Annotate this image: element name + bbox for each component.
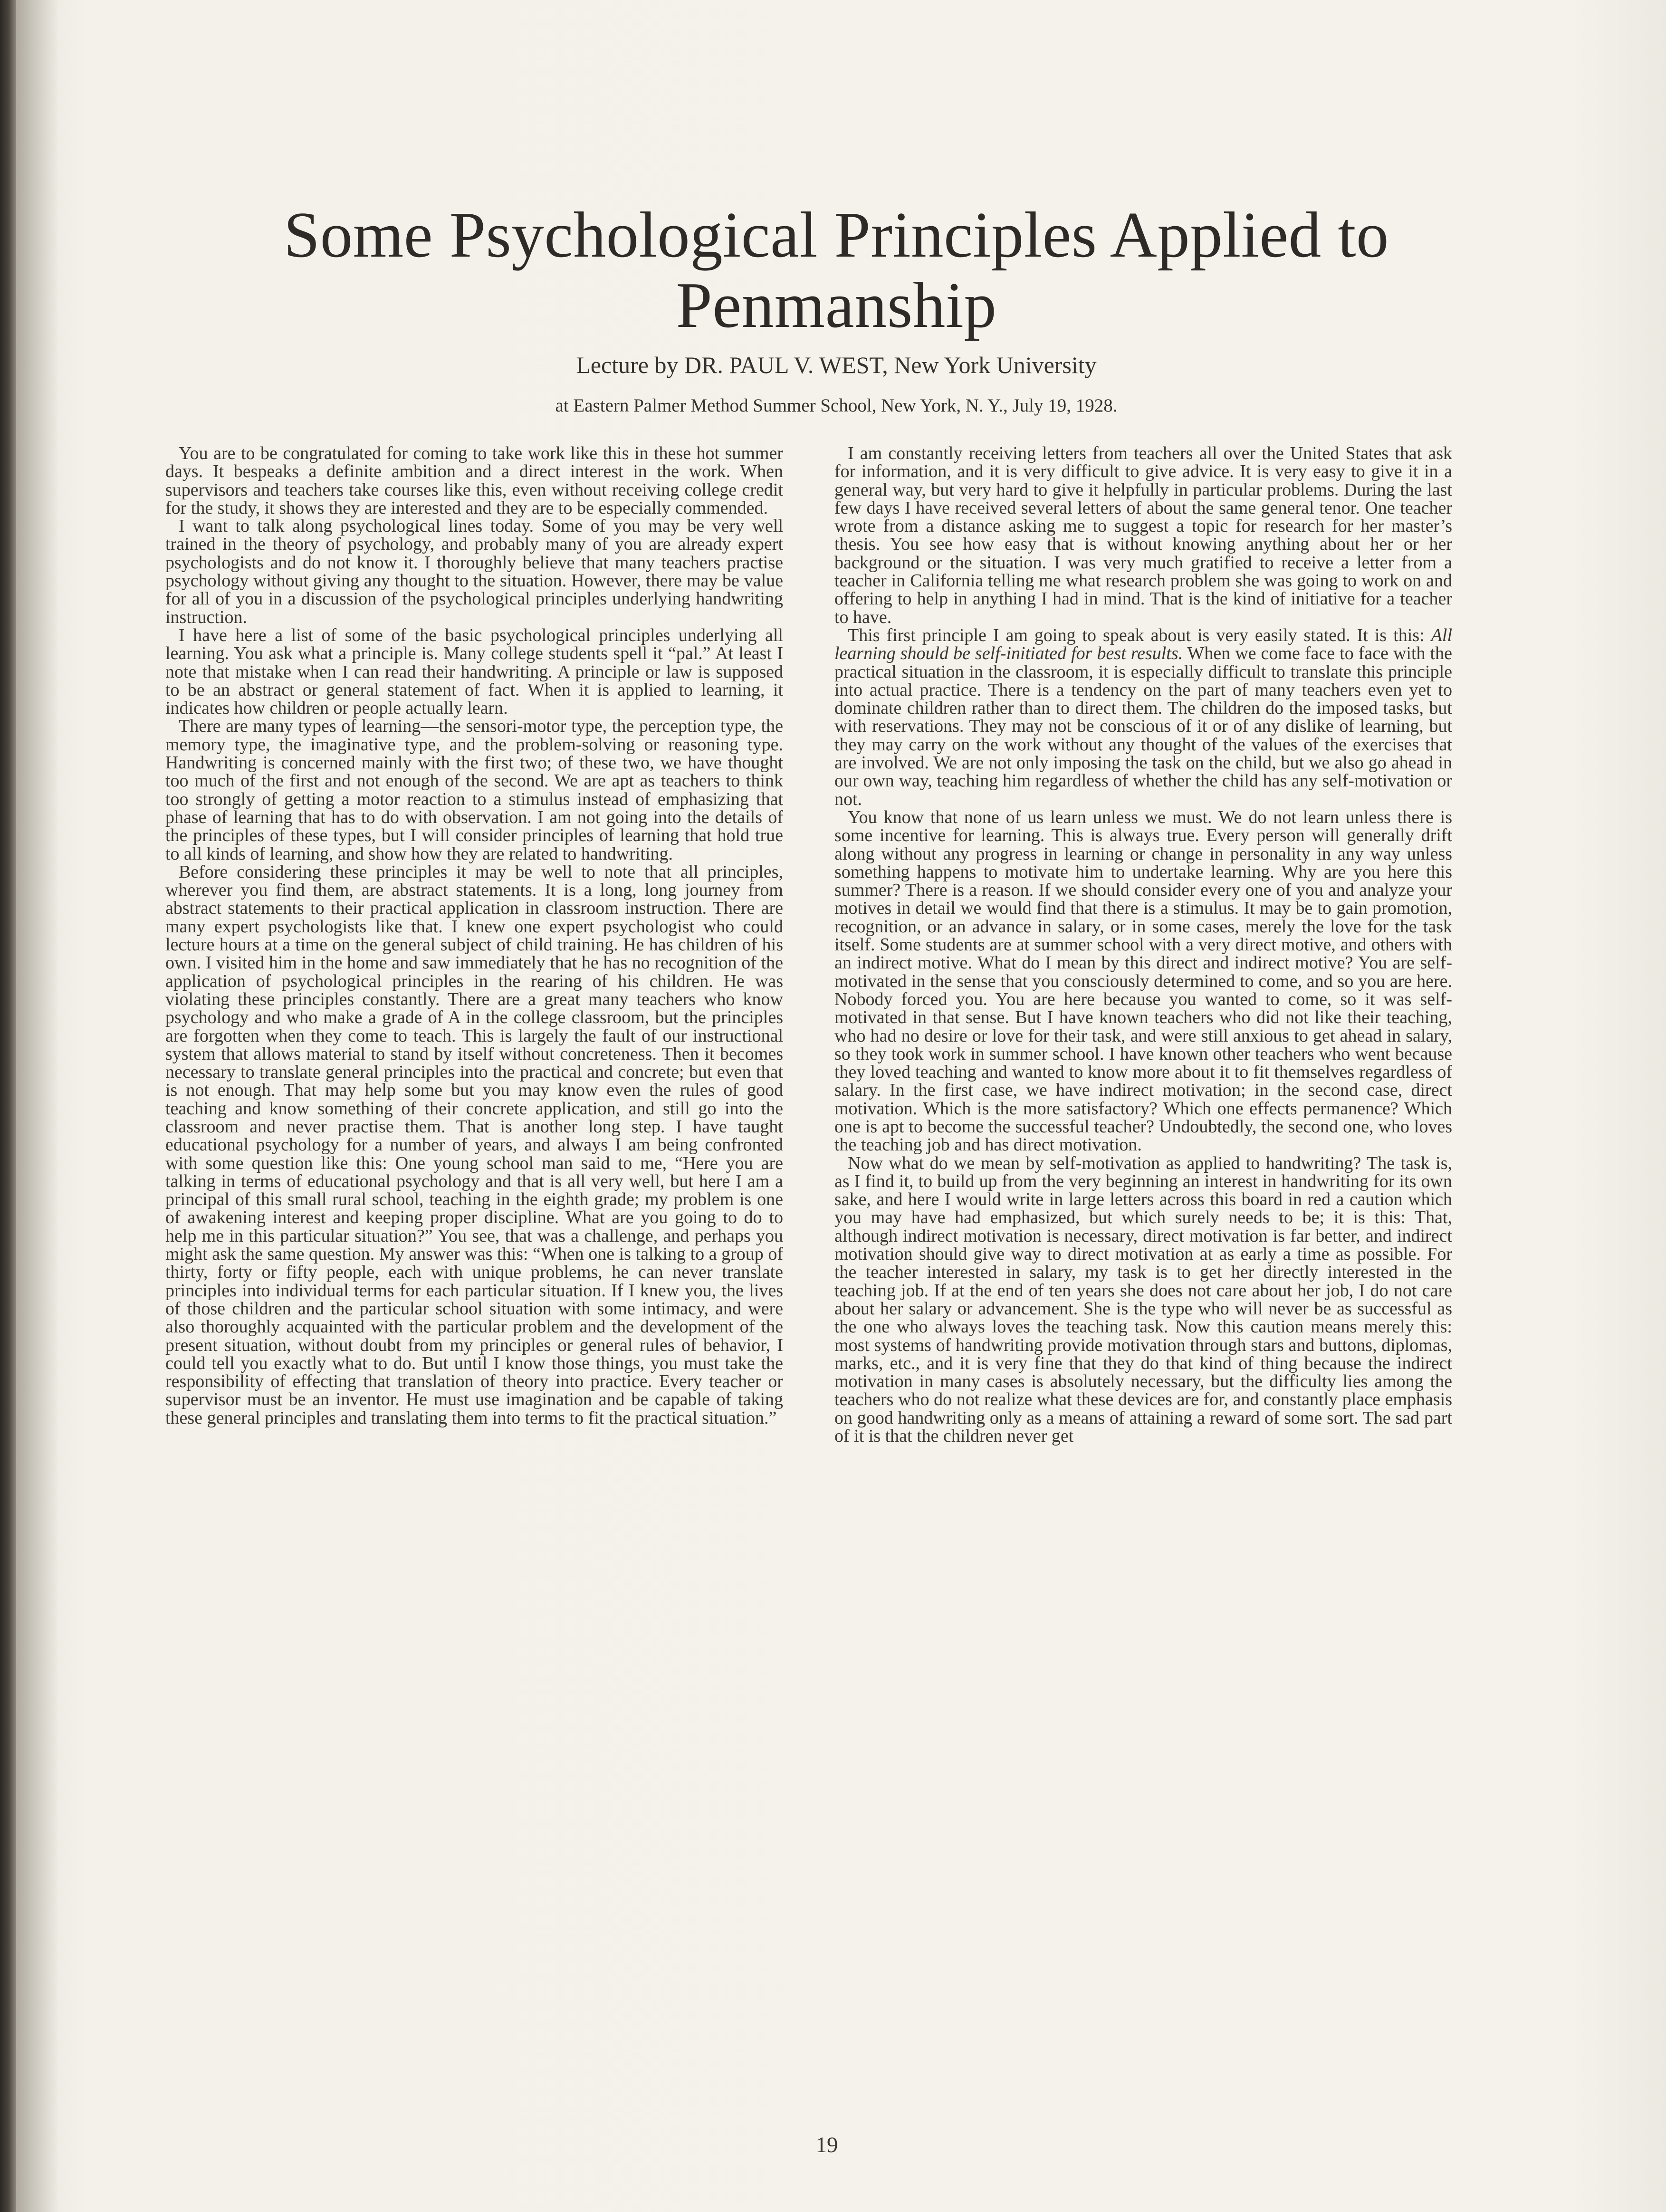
- left-column: [165, 444, 783, 1427]
- author-byline: Lecture by DR. PAUL V. WEST, New York University: [576, 352, 1097, 378]
- right-paragraph-2: [834, 626, 1452, 808]
- right-paragraph-2-before: This first principle I am going to speak about is very easily stated. It is this:: [848, 625, 1431, 645]
- right-paragraph-3: You know that none of us learn unless we must. We do not learn unless there is some incentive for learning. This is always true. Every person will generally drift along without any progress in learning or change in personality in any way unless something happens to motivate him to undertake learning. Why are you here this summer? There is a reason. If we should consider every one of you and analyze your motives in detail we would find that there is a stimulus. It may be to gain promotion, recognition, or an advance in salary, or in some cases, merely the love for the task itself. Some students are at summer school with a very direct motive, and others with an indirect motive. What do I mean by this direct and indirect motive? You are self-motivated in the sense that you consciously determined to come, and so you are here. Nobody forced you. You are here because you wanted to come, so it was self-motivated in that sense. But I have known teachers who did not like their teaching, who had no desire or love for their task, and were still anxious to get ahead in salary, so they took work in summer school. I have known other teachers who went because they loved teaching and wanted to know more about it to fit themselves regardless of salary. In the first case, we have indirect motivation; in the second case, direct motivation. Which is the more satisfactory? Which one effects permanence? Which one is apt to become the successful teacher? Undoubtedly, the second one, who loves the teaching job and has direct motivation.: [834, 807, 1452, 1155]
- left-paragraph-4: There are many types of learning—the sensori-motor type, the perception type, the memory type, the imaginative type, and the problem-solving or reasoning type. Handwriting is concerned mainly with the first two; of these two, we have thought too much of the first and not enough of the second. We are apt as teachers to think too strongly of getting a motor reaction to a stimulus instead of emphasizing that phase of learning that has to do with observation. I am not going into the details of the principles of these types, but I will consider principles of learning that hold true to all kinds of learning, and show how they are related to handwriting.: [165, 716, 783, 864]
- article-title-line-2: Penmanship: [676, 269, 997, 341]
- left-paragraph-1: You are to be congratulated for coming to take work like this in these hot summer days. It bespeaks a definite ambition and a direct interest in the work. When supervisors and teachers take courses like this, even without receiving college credit for the study, it shows they are interested and they are to be especially commended.: [165, 443, 783, 518]
- article-title: [200, 200, 1473, 340]
- right-paragraph-1: I am constantly receiving letters from teachers all over the United States that ask for information, and it is very difficult to give advice. It is very easy to give it in a general way, but very hard to give it helpfully in particular problems. During the last few days I have received several letters of about the same general tenor. One teacher wrote from a distance asking me to suggest a topic for research for her master’s thesis. You see how easy that is without knowing anything about her or her background or the situation. I was very much gratified to receive a letter from a teacher in California telling me what research problem she was going to work on and offering to help in anything I had in mind. That is the kind of initiative for a teacher to have.: [834, 443, 1452, 627]
- left-paragraph-5: Before considering these principles it may be well to note that all principles, wherever you find them, are abstract statements. It is a long, long journey from abstract statements to their practical application in classroom instruction. There are many expert psychologists like that. I knew one expert psychologist who could lecture hours at a time on the general subject of child training. He has children of his own. I visited him in the home and saw immediately that he has no recognition of the application of psychological principles in the rearing of his children. He was violating these principles constantly. There are a great many teachers who know psychology and who make a grade of A in the college classroom, but the principles are forgotten when they come to teach. This is largely the fault of our instructional system that allows material to stand by itself without concreteness. Then it becomes necessary to translate general principles into the practical and concrete; but even that is not enough. That may help some but you may know even the rules of good teaching and know something of their concrete application, and still go into the classroom and never practise them. That is another long step. I have taught educational psychology for a number of years, and always I am being confronted with some question like this: One young school man said to me, “Here you are talking in terms of educational psychology and that is all very well, but here I am a principal of this small rural school, teaching in the eighth grade; my problem is one of awakening interest and keeping proper discipline. What are you going to do to help me in this particular situation?” You see, that was a challenge, and perhaps you might ask the same question. My answer was this: “When one is talking to a group of thirty, forty or fifty people, each with unique problems, he can never translate principles into individual terms for each particular situation. If I knew you, the lives of those children and the particular school situation with some intimacy, and were also thoroughly acquainted with the particular problem and the development of the present situation, without doubt from my principles or general rules of behavior, I could tell you exactly what to do. But until I know those things, you must take the responsibility of effecting that translation of theory into practice. Every teacher or supervisor must be an inventor. He must use imagination and be capable of taking these general principles and translating them into terms to fit the practical situation.”: [165, 862, 783, 1428]
- binding-shadow: [16, 0, 59, 2212]
- principle-emphasis: All learning should be self-initiated for best results.: [834, 625, 1452, 664]
- page-binding: [0, 0, 16, 2212]
- page-number: 19: [815, 2133, 838, 2157]
- right-paragraph-4: Now what do we mean by self-motivation as applied to handwriting? The task is, as I find it, to build up from the very beginning an interest in handwriting for its own sake, and here I would write in large letters across this board in red a caution which you may have had emphasized, but which surely needs to be; it is this: That, although indirect motivation is necessary, direct motivation is far better, and indirect motivation should give way to direct motivation at as early a time as possible. For the teacher interested in salary, my task is to get her directly interested in the teaching job. If at the end of ten years she does not care about her job, I do not care about her salary or advancement. She is the type who will never be as successful as the one who always loves the teaching task. Now this caution means merely this: most systems of handwriting provide motivation through stars and buttons, diplomas, marks, etc., and it is very fine that they do that kind of thing because the indirect motivation in many cases is absolutely necessary, but the difficulty lies among the teachers who do not realize what these devices are for, and constantly place emphasis on good handwriting only as a means of attaining a reward of some sort. The sad part of it is that the children never get: [834, 1153, 1452, 1446]
- left-paragraph-3: I have here a list of some of the basic psychological principles underlying all learning. You ask what a principle is. Many college students spell it “pal.” At least I note that mistake when I can read their handwriting. A principle or law is supposed to be an abstract or general statement of fact. When it is applied to learning, it indicates how children or people actually learn.: [165, 625, 783, 718]
- left-paragraph-2: I want to talk along psychological lines today. Some of you may be very well trained in the theory of psychology, and probably many of you are already expert psychologists and do not know it. I thoroughly believe that many teachers practise psychology without giving any thought to the situation. However, there may be value for all of you in a discussion of the psychological principles underlying handwriting instruction.: [165, 516, 783, 627]
- lecture-venue: at Eastern Palmer Method Summer School, New York, N. Y., July 19, 1928.: [555, 395, 1118, 416]
- right-paragraph-2-after: When we come face to face with the practical situation in the classroom, it is especially difficult to translate this principle into actual practice. There is a tendency on the part of many teachers even yet to dominate children rather than to direct them. The children do the imposed tasks, but with reservations. They may not be conscious of it or of any dislike of learning, but they may carry on the work without any thought of the values of the exercises that are involved. We are not only imposing the task on the child, but we also go ahead in our own way, teaching him regardless of whether the child has any self-motivation or not.: [834, 643, 1452, 809]
- article-title-line-1: Some Psychological Principles Applied to: [284, 199, 1389, 271]
- right-column: [834, 444, 1452, 1445]
